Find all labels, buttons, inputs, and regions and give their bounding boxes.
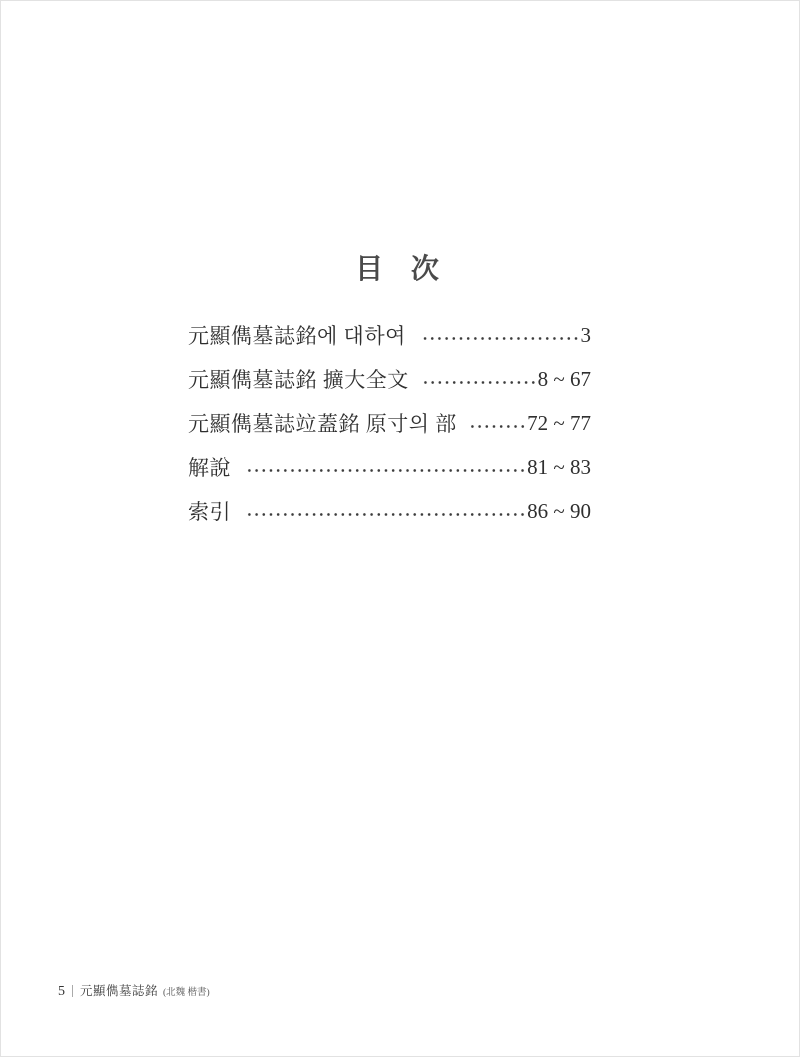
- page-footer: [58, 981, 210, 1000]
- toc-entry-label: 索引: [188, 500, 231, 524]
- toc-entry-pages: 81 ~ 83: [527, 454, 591, 479]
- toc-entry: [188, 445, 591, 489]
- toc-entry-label: 元顯儁墓誌銘 擴大全文: [188, 368, 409, 392]
- toc-entry: [188, 489, 591, 533]
- dotted-leader: [245, 512, 526, 517]
- footer-edition-note: (北魏 楷書): [163, 988, 210, 998]
- toc-entry-pages: 3: [580, 322, 591, 347]
- toc-entry: [188, 313, 591, 357]
- toc-entry: [188, 357, 591, 401]
- toc-entry-pages: 86 ~ 90: [527, 498, 591, 523]
- footer-page-number: 5: [58, 984, 65, 999]
- footer-separator: [72, 985, 73, 997]
- toc-entry-pages: 8 ~ 67: [537, 366, 591, 391]
- toc-entry-label: 解說: [188, 456, 231, 480]
- page-title: 目 次: [355, 253, 445, 284]
- dotted-leader: [471, 424, 526, 429]
- toc-entry-label: 元顯儁墓誌銘에 대하여: [188, 324, 406, 348]
- footer-book-title: 元顯儁墓誌銘: [80, 984, 159, 998]
- toc-entry: [188, 401, 591, 445]
- table-of-contents: [188, 313, 591, 533]
- toc-entry-pages: 72 ~ 77: [527, 410, 591, 435]
- toc-entry-label: 元顯儁墓誌竝蓋銘 原寸의 部: [188, 412, 457, 436]
- dotted-leader: [423, 380, 537, 385]
- dotted-leader: [420, 336, 580, 341]
- dotted-leader: [245, 468, 526, 473]
